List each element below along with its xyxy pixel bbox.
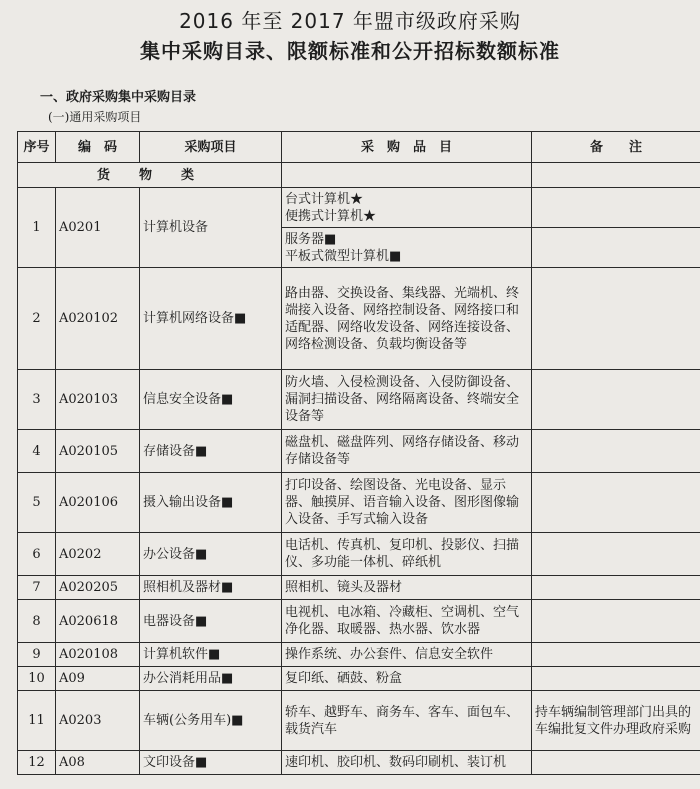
header-items: 采 购 品 目 xyxy=(282,132,532,163)
table-row xyxy=(18,533,700,576)
row-seq: 8 xyxy=(18,600,56,643)
row-seq: 5 xyxy=(18,473,56,533)
table-row xyxy=(18,576,700,600)
row-project: 计算机网络设备■ xyxy=(140,268,282,370)
row-code: A0203 xyxy=(56,691,140,751)
category-remark-empty xyxy=(532,163,700,188)
row-seq: 2 xyxy=(18,268,56,370)
row-seq: 3 xyxy=(18,370,56,430)
category-label: 货 物 类 xyxy=(18,163,282,188)
row-remark xyxy=(532,600,700,643)
row-items: 磁盘机、磁盘阵列、网络存储设备、移动存储设备等 xyxy=(282,430,532,473)
title-line-1: 2016 年至 2017 年盟市级政府采购 xyxy=(179,9,521,33)
row-remark xyxy=(532,751,700,775)
table-row xyxy=(18,268,700,370)
header-code: 编 码 xyxy=(56,132,140,163)
category-items-empty xyxy=(282,163,532,188)
row-remark xyxy=(532,430,700,473)
section-heading: 一、政府采购集中采购目录 xyxy=(40,90,197,105)
row-remark xyxy=(532,533,700,576)
row-project: 车辆(公务用车)■ xyxy=(140,691,282,751)
row-project: 计算机软件■ xyxy=(140,643,282,667)
row-items: 操作系统、办公套件、信息安全软件 xyxy=(282,643,532,667)
table-row xyxy=(18,751,700,775)
row-project: 文印设备■ xyxy=(140,751,282,775)
row-remark xyxy=(532,643,700,667)
row-project: 办公消耗用品■ xyxy=(140,667,282,691)
row-code: A020105 xyxy=(56,430,140,473)
row-remark xyxy=(532,473,700,533)
row-remark xyxy=(532,228,700,268)
row-seq: 1 xyxy=(18,188,56,268)
row-items: 防火墙、入侵检测设备、入侵防御设备、漏洞扫描设备、网络隔离设备、终端安全设备等 xyxy=(282,370,532,430)
row-project: 信息安全设备■ xyxy=(140,370,282,430)
row-code: A0202 xyxy=(56,533,140,576)
row-items: 复印纸、硒鼓、粉盒 xyxy=(282,667,532,691)
row-project: 存储设备■ xyxy=(140,430,282,473)
table-row xyxy=(18,473,700,533)
table-row xyxy=(18,430,700,473)
item-line: 平板式微型计算机■ xyxy=(285,248,402,264)
title-line-2: 集中采购目录、限额标准和公开招标数额标准 xyxy=(140,39,560,63)
item-line: 台式计算机★ xyxy=(285,191,364,207)
row-remark xyxy=(532,268,700,370)
header-seq: 序号 xyxy=(18,132,56,163)
row-project: 计算机设备 xyxy=(140,188,282,268)
item-line: 服务器■ xyxy=(285,231,337,247)
row-code: A020106 xyxy=(56,473,140,533)
row-items: 照相机、镜头及器材 xyxy=(282,576,532,600)
row-code: A0201 xyxy=(56,188,140,268)
row-project: 摄入输出设备■ xyxy=(140,473,282,533)
row-remark xyxy=(532,370,700,430)
row-items: 电话机、传真机、复印机、投影仪、扫描仪、多功能一体机、碎纸机 xyxy=(282,533,532,576)
row-project: 电器设备■ xyxy=(140,600,282,643)
row-code: A020618 xyxy=(56,600,140,643)
row-seq: 12 xyxy=(18,751,56,775)
category-row xyxy=(18,163,700,188)
table-row xyxy=(18,691,700,751)
row-remark: 持车辆编制管理部门出具的车编批复文件办理政府采购 xyxy=(532,691,700,751)
item-line: 便携式计算机★ xyxy=(285,208,377,224)
row-code: A08 xyxy=(56,751,140,775)
table-row xyxy=(18,643,700,667)
row-project: 照相机及器材■ xyxy=(140,576,282,600)
table-row xyxy=(18,600,700,643)
row-items: 速印机、胶印机、数码印刷机、装订机 xyxy=(282,751,532,775)
row-items: 电视机、电冰箱、冷藏柜、空调机、空气净化器、取暖器、热水器、饮水器 xyxy=(282,600,532,643)
header-project: 采购项目 xyxy=(140,132,282,163)
row-remark xyxy=(532,667,700,691)
row-items: 打印设备、绘图设备、光电设备、显示器、触摸屏、语音输入设备、图形图像输入设备、手写式输入设备 xyxy=(282,473,532,533)
row-code: A020103 xyxy=(56,370,140,430)
row-seq: 7 xyxy=(18,576,56,600)
row-project: 办公设备■ xyxy=(140,533,282,576)
row-seq: 10 xyxy=(18,667,56,691)
header-row xyxy=(18,132,700,163)
procurement-table xyxy=(17,131,700,775)
row-code: A020205 xyxy=(56,576,140,600)
row-seq: 9 xyxy=(18,643,56,667)
table-row xyxy=(18,667,700,691)
table-row xyxy=(18,188,700,228)
row-items xyxy=(282,188,532,228)
row-code: A09 xyxy=(56,667,140,691)
row-code: A020108 xyxy=(56,643,140,667)
row-seq: 6 xyxy=(18,533,56,576)
header-remarks: 备 注 xyxy=(532,132,700,163)
row-seq: 4 xyxy=(18,430,56,473)
row-items: 路由器、交换设备、集线器、光端机、终端接入设备、网络控制设备、网络接口和适配器、网络收发设备、网络连接设备、网络检测设备、负载均衡设备等 xyxy=(282,268,532,370)
subsection-heading: (一)通用采购项目 xyxy=(48,110,142,124)
row-code: A020102 xyxy=(56,268,140,370)
row-items xyxy=(282,228,532,268)
row-items: 轿车、越野车、商务车、客车、面包车、载货汽车 xyxy=(282,691,532,751)
table-row xyxy=(18,370,700,430)
row-remark xyxy=(532,576,700,600)
row-remark xyxy=(532,188,700,228)
row-seq: 11 xyxy=(18,691,56,751)
